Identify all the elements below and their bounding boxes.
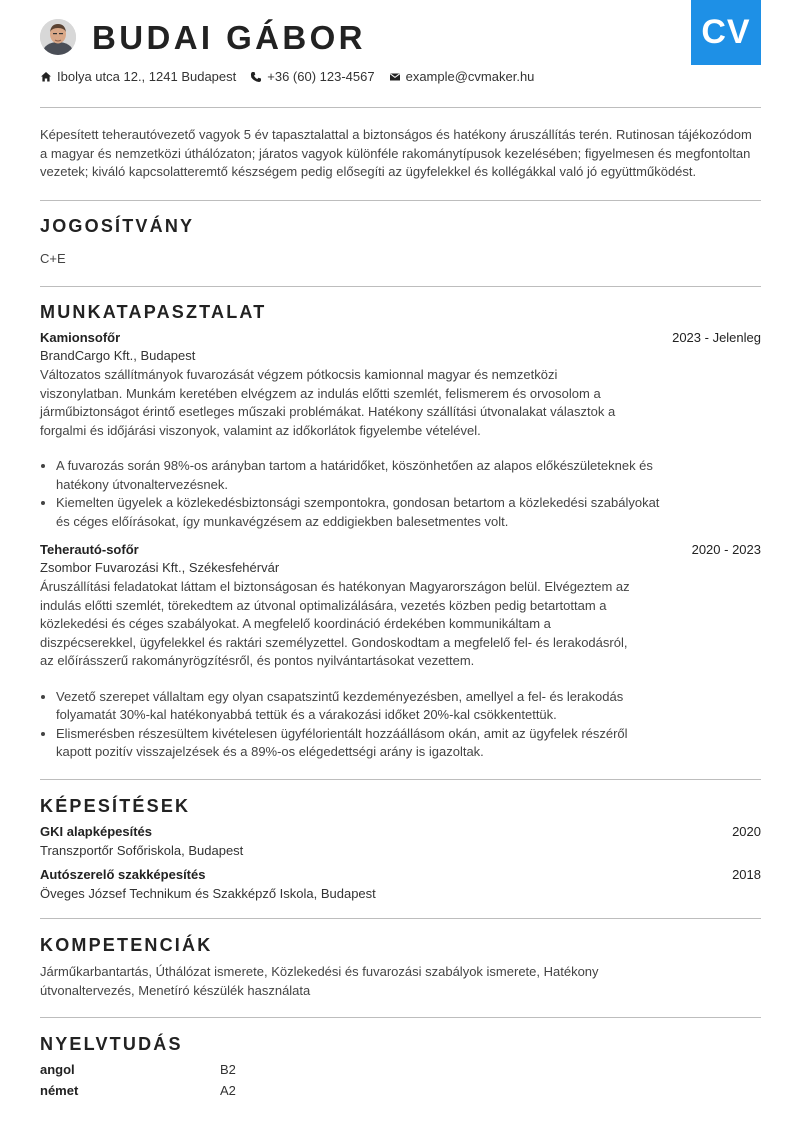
cv-badge: CV (691, 0, 761, 65)
avatar (40, 19, 76, 55)
job-title: Teherautó-sofőr (40, 542, 139, 557)
list-item: • Kiemelten ügyelek a közlekedésbiztonsági szempontokra, gondosan betartom a közlekedési szabályokat és céges előírásokat, így munkavégzésem az eddigiekben balesetmentes volt. (56, 494, 662, 531)
language-name: angol (40, 1062, 75, 1077)
divider (40, 918, 761, 919)
language-name: német (40, 1083, 79, 1098)
resume-page (40, 0, 761, 1132)
full-name: BUDAI GÁBOR (92, 19, 366, 56)
list-item: • Vezető szerepet vállaltam egy olyan csapatszintű kezdeményezésben, amellyel a fel- és lerakodás folyamatát 30%-kal hatékonyabbá tettük és a várakozási időket 20%-kal csökkentettük. (56, 688, 662, 725)
skills-list: Járműkarbantartás, Úthálózat ismerete, Közlekedési és fuvarozási szabályok ismerete, Hatékony útvonaltervezés, Menetíró készülék használata (40, 964, 599, 998)
qualification-year: 2020 (732, 824, 761, 839)
divider (40, 200, 761, 201)
qualification-school: Öveges József Technikum és Szakképző Iskola, Budapest (40, 886, 376, 901)
qualification-entry (40, 823, 761, 860)
job-company: Zsombor Fuvarozási Kft., Székesfehérvár (40, 560, 280, 575)
section-title-experience: MUNKATAPASZTALAT (40, 302, 267, 322)
qualification-entry (40, 866, 761, 903)
job-dates: 2023 - Jelenleg (672, 330, 761, 345)
qualification-school: Transzportőr Sofőriskola, Budapest (40, 843, 244, 858)
contact-phone (250, 69, 374, 84)
license-value: C+E (40, 251, 66, 266)
phone-text: +36 (60) 123-4567 (267, 69, 375, 84)
qualification-title: Autószerelő szakképesítés (40, 867, 206, 882)
divider (40, 779, 761, 780)
divider (40, 107, 761, 108)
phone-icon (250, 71, 262, 83)
job-achievements (40, 457, 662, 531)
header (40, 17, 366, 57)
home-icon (40, 71, 52, 83)
address-text: Ibolya utca 12., 1241 Budapest (57, 69, 237, 84)
job-description: Áruszállítási feladatokat láttam el biztonságosan és hatékonyan Magyarországon belül. Elvégeztem az indulás előtti szemlét, törekedtem az útvonal optimalizálására, vezetés közben pedig betartottam a közlekedési és céges szabályokat. A megfelelő koordináció érdekében kommunikáltam a diszpécserekkel, ügyfelekkel és raktári személyzettel. Gondoskodtam a megfelelő fel- és lerakodásról, az előírásszerű rakományrögzítésről, és pontos nyilvántartásokat vezettem. (40, 579, 630, 668)
section-title-qualifications: KÉPESÍTÉSEK (40, 796, 191, 816)
section-title-skills: KOMPETENCIÁK (40, 935, 213, 955)
language-row (40, 1062, 236, 1077)
avatar-photo-icon (40, 19, 76, 55)
language-row (40, 1083, 236, 1098)
job-dates: 2020 - 2023 (691, 542, 761, 557)
qualification-title: GKI alapképesítés (40, 824, 152, 839)
divider (40, 1017, 761, 1018)
job-achievements (40, 688, 662, 762)
contact-email (389, 69, 535, 84)
language-level: A2 (220, 1083, 236, 1098)
list-item: • Elismerésben részesültem kivételesen ügyfélorientált hozzáállásom okán, amit az ügyfelek részéről kapott pozitív visszajelzések és a 89%-os elégedettségi arány is igazoltak. (56, 725, 662, 762)
contact-info (40, 69, 548, 84)
contact-address (40, 69, 236, 84)
qualification-year: 2018 (732, 867, 761, 882)
section-title-languages: NYELVTUDÁS (40, 1034, 183, 1054)
list-item: • A fuvarozás során 98%-os arányban tartom a határidőket, köszönhetően az alapos előkészületeknek és hatékony útvonaltervezésnek. (56, 457, 662, 494)
section-title-license: JOGOSÍTVÁNY (40, 216, 195, 236)
language-level: B2 (220, 1062, 236, 1077)
mail-icon (389, 71, 401, 83)
job-description: Változatos szállítmányok fuvarozását végzem pótkocsis kamionnal magyar és nemzetközi viszonylatban. Munkám keretében elvégzem az indulás előtti szemlét, felismerem és orvosolom a járműbiztonságot érintő esetleges műszaki problémákat. Hatékony szállítási útvonalakat választok a forgalmi és időjárási viszonyok, valamint az időkorlátok figyelembe vételével. (40, 367, 616, 438)
job-entry (40, 329, 761, 531)
job-entry (40, 541, 761, 762)
job-company: BrandCargo Kft., Budapest (40, 348, 196, 363)
job-title: Kamionsofőr (40, 330, 121, 345)
email-text: example@cvmaker.hu (405, 69, 535, 84)
summary: Képesített teherautóvezető vagyok 5 év tapasztalattal a biztonságos és hatékony áruszállítás terén. Rutinosan tájékozódom a magyar és nemzetközi úthálózaton; járatos vagyok különféle rakománytípusok kezelésében; figyelmesen és megfontoltan vezetek; kiváló kapcsolatteremtő készségem pedig elősegíti az ügyfelekkel és kollégákkal való jó együttműködést. (40, 127, 752, 179)
divider (40, 286, 761, 287)
